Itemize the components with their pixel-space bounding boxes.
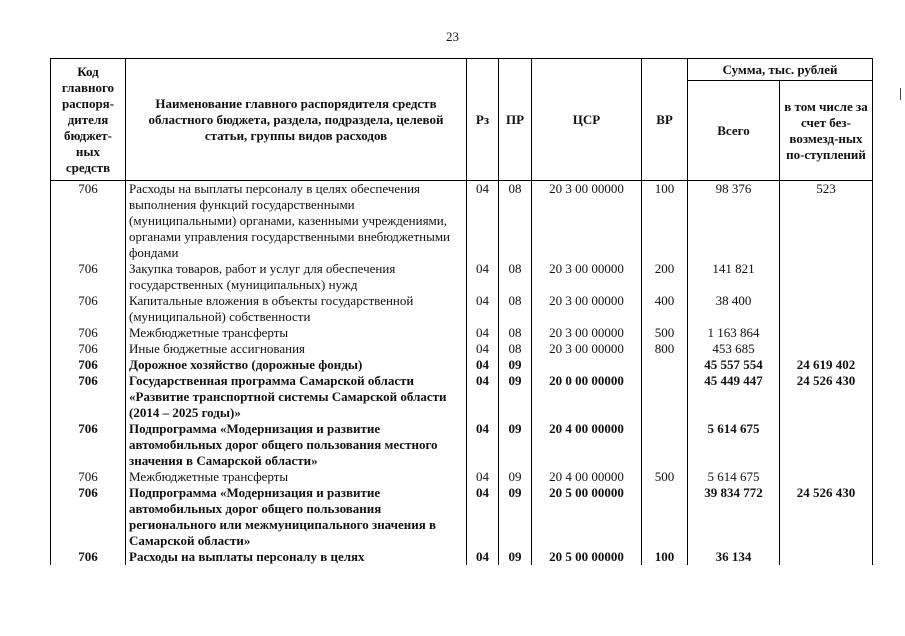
- row-incl: [780, 549, 873, 565]
- table-row: [51, 357, 873, 373]
- row-csr: 20 3 00 00000: [532, 341, 642, 357]
- row-pr: 09: [499, 469, 532, 485]
- row-rz: 04: [467, 549, 499, 565]
- row-incl: 24 526 430: [780, 485, 873, 549]
- table-row: [51, 181, 873, 262]
- row-vr: 400: [642, 293, 688, 325]
- row-name: Капитальные вложения в объекты государственной (муниципальной) собственности: [126, 293, 467, 325]
- row-code: 706: [51, 325, 126, 341]
- row-incl: 24 619 402: [780, 357, 873, 373]
- row-pr: 08: [499, 325, 532, 341]
- row-code: 706: [51, 357, 126, 373]
- page-number: 23: [446, 29, 459, 44]
- row-rz: 04: [467, 293, 499, 325]
- row-name: Расходы на выплаты персоналу в целях: [126, 549, 467, 565]
- row-total: 36 134: [688, 549, 780, 565]
- row-csr: 20 5 00 00000: [532, 549, 642, 565]
- table-row: [51, 325, 873, 341]
- row-rz: 04: [467, 325, 499, 341]
- row-csr: 20 5 00 00000: [532, 485, 642, 549]
- table-row: [51, 421, 873, 469]
- row-vr: 200: [642, 261, 688, 293]
- row-csr: 20 4 00 00000: [532, 421, 642, 469]
- row-name: Подпрограмма «Модернизация и развитие автомобильных дорог общего пользования местного значения в Самарской области»: [126, 421, 467, 469]
- row-rz: 04: [467, 261, 499, 293]
- row-pr: 08: [499, 293, 532, 325]
- row-csr: [532, 357, 642, 373]
- row-incl: 523: [780, 181, 873, 262]
- row-pr: 08: [499, 341, 532, 357]
- row-vr: 100: [642, 181, 688, 262]
- row-name: Иные бюджетные ассигнования: [126, 341, 467, 357]
- table-row: [51, 293, 873, 325]
- row-total: 98 376: [688, 181, 780, 262]
- row-pr: 09: [499, 485, 532, 549]
- row-pr: 09: [499, 357, 532, 373]
- row-total: 39 834 772: [688, 485, 780, 549]
- row-incl: [780, 261, 873, 293]
- row-name: Межбюджетные трансферты: [126, 325, 467, 341]
- row-name: Расходы на выплаты персоналу в целях обеспечения выполнения функций государственными (муниципальными) органами, казенными учреждениями, органами управления государственными внебюджетными фондами: [126, 181, 467, 262]
- budget-table: [50, 58, 873, 565]
- row-csr: 20 3 00 00000: [532, 325, 642, 341]
- row-vr: [642, 357, 688, 373]
- row-incl: [780, 421, 873, 469]
- row-name: Подпрограмма «Модернизация и развитие автомобильных дорог общего пользования регионального или межмуниципального значения в Самарской области»: [126, 485, 467, 549]
- row-vr: 800: [642, 341, 688, 357]
- row-rz: 04: [467, 485, 499, 549]
- row-incl: 24 526 430: [780, 373, 873, 421]
- row-incl: [780, 325, 873, 341]
- row-csr: 20 3 00 00000: [532, 181, 642, 262]
- header-sum: Сумма, тыс. рублей: [688, 59, 873, 81]
- row-total: 45 557 554: [688, 357, 780, 373]
- row-name: Дорожное хозяйство (дорожные фонды): [126, 357, 467, 373]
- row-total: 141 821: [688, 261, 780, 293]
- header-csr: ЦСР: [532, 59, 642, 181]
- edge-mark: [900, 88, 901, 100]
- row-pr: 08: [499, 181, 532, 262]
- row-rz: 04: [467, 421, 499, 469]
- row-code: 706: [51, 293, 126, 325]
- row-pr: 09: [499, 373, 532, 421]
- header-total: Всего: [688, 81, 780, 181]
- row-code: 706: [51, 373, 126, 421]
- row-incl: [780, 469, 873, 485]
- table-row: [51, 549, 873, 565]
- table-row: [51, 373, 873, 421]
- row-vr: [642, 485, 688, 549]
- row-total: 453 685: [688, 341, 780, 357]
- row-rz: 04: [467, 357, 499, 373]
- row-name: Закупка товаров, работ и услуг для обеспечения государственных (муниципальных) нужд: [126, 261, 467, 293]
- row-total: 38 400: [688, 293, 780, 325]
- row-total: 5 614 675: [688, 421, 780, 469]
- row-total: 1 163 864: [688, 325, 780, 341]
- row-pr: 09: [499, 549, 532, 565]
- row-pr: 08: [499, 261, 532, 293]
- row-pr: 09: [499, 421, 532, 469]
- row-total: 5 614 675: [688, 469, 780, 485]
- row-code: 706: [51, 469, 126, 485]
- row-code: 706: [51, 341, 126, 357]
- row-code: 706: [51, 485, 126, 549]
- row-incl: [780, 293, 873, 325]
- table-row: [51, 485, 873, 549]
- row-rz: 04: [467, 341, 499, 357]
- header-code: Код главного распоря-дителя бюджет-ных средств: [51, 59, 126, 181]
- row-csr: 20 0 00 00000: [532, 373, 642, 421]
- row-rz: 04: [467, 469, 499, 485]
- header-rz: Рз: [467, 59, 499, 181]
- table-row: [51, 341, 873, 357]
- header-vr: ВР: [642, 59, 688, 181]
- header-name: Наименование главного распорядителя средств областного бюджета, раздела, подраздела, целевой статьи, группы видов расходов: [126, 59, 467, 181]
- row-total: 45 449 447: [688, 373, 780, 421]
- row-code: 706: [51, 181, 126, 262]
- row-vr: [642, 421, 688, 469]
- row-csr: 20 4 00 00000: [532, 469, 642, 485]
- header-incl: в том числе за счет без-возмезд-ных по-ступлений: [780, 81, 873, 181]
- row-code: 706: [51, 261, 126, 293]
- row-name: Государственная программа Самарской области «Развитие транспортной системы Самарской области (2014 – 2025 годы)»: [126, 373, 467, 421]
- row-rz: 04: [467, 181, 499, 262]
- row-vr: 500: [642, 469, 688, 485]
- header-pr: ПР: [499, 59, 532, 181]
- table-row: [51, 261, 873, 293]
- row-name: Межбюджетные трансферты: [126, 469, 467, 485]
- row-csr: 20 3 00 00000: [532, 261, 642, 293]
- table-row: [51, 469, 873, 485]
- row-code: 706: [51, 549, 126, 565]
- row-incl: [780, 341, 873, 357]
- row-csr: 20 3 00 00000: [532, 293, 642, 325]
- row-vr: [642, 373, 688, 421]
- row-vr: 500: [642, 325, 688, 341]
- row-vr: 100: [642, 549, 688, 565]
- row-rz: 04: [467, 373, 499, 421]
- row-code: 706: [51, 421, 126, 469]
